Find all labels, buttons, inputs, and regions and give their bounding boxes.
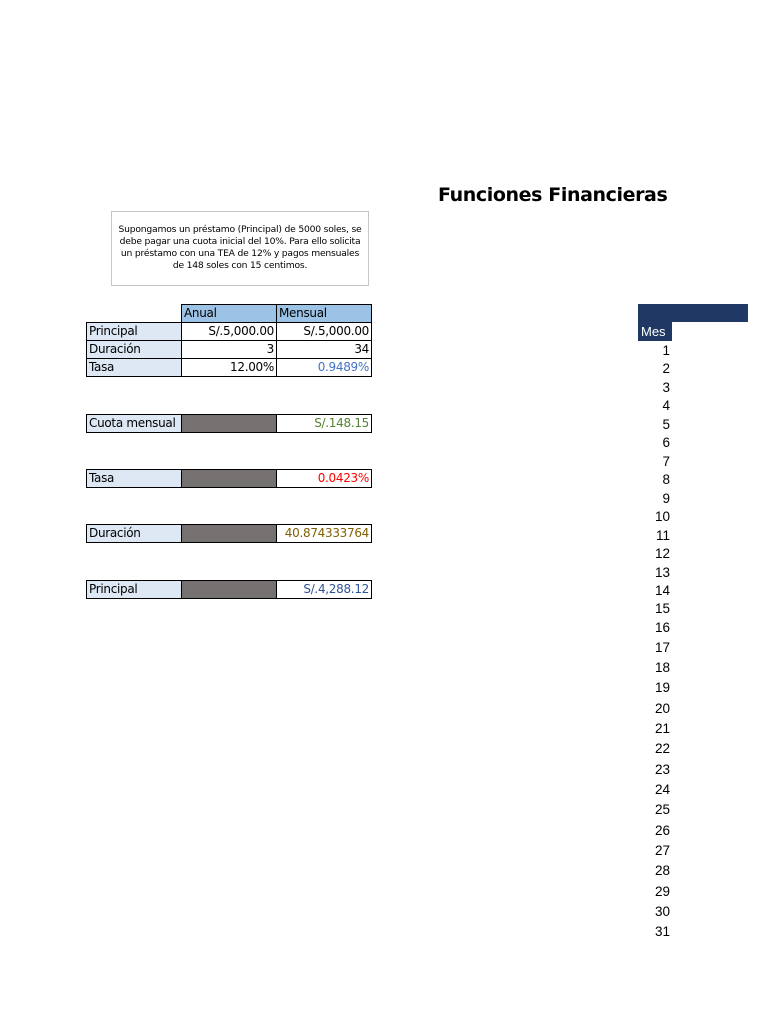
mes-item[interactable]: 25 <box>654 802 670 817</box>
mes-item[interactable]: 12 <box>654 546 670 561</box>
page-title: Funciones Financieras <box>438 184 668 206</box>
mes-item[interactable]: 15 <box>654 601 670 616</box>
mes-header[interactable]: Mes <box>638 322 672 341</box>
mes-item[interactable]: 6 <box>662 435 670 450</box>
mes-item[interactable]: 24 <box>654 782 670 797</box>
problem-note: Supongamos un préstamo (Principal) de 5000 soles, se debe pagar una cuota inicial del 10%. Para ello solicita un préstamo con una TEA de 12% y pagos mensuales de 148 soles con 15 centimos. <box>111 211 369 286</box>
mes-item[interactable]: 27 <box>654 843 670 858</box>
mes-item[interactable]: 22 <box>654 741 670 756</box>
mes-item[interactable]: 10 <box>654 509 670 524</box>
mes-item[interactable]: 19 <box>654 680 670 695</box>
result-empty-cell[interactable] <box>181 414 277 433</box>
mes-item[interactable]: 29 <box>654 884 670 899</box>
mes-item[interactable]: 23 <box>654 762 670 777</box>
result-label-duracion[interactable]: Duración <box>86 524 182 543</box>
row-label-tasa[interactable]: Tasa <box>86 358 182 377</box>
result-empty-cell[interactable] <box>181 580 277 599</box>
mes-item[interactable]: 14 <box>654 583 670 598</box>
mes-item[interactable]: 2 <box>662 361 670 376</box>
mes-item[interactable]: 11 <box>655 528 670 543</box>
tasa-anual-cell[interactable]: 12.00% <box>181 358 277 377</box>
mes-item[interactable]: 20 <box>654 701 670 716</box>
mes-item[interactable]: 13 <box>654 565 670 580</box>
duracion-value[interactable]: 40.874333764 <box>276 524 372 543</box>
mes-item[interactable]: 3 <box>662 380 670 395</box>
mes-item[interactable]: 28 <box>654 863 670 878</box>
duracion-mensual-cell[interactable]: 34 <box>276 340 372 359</box>
mes-item[interactable]: 18 <box>654 660 670 675</box>
mes-item[interactable]: 1 <box>662 343 670 358</box>
mes-item[interactable]: 16 <box>654 620 670 635</box>
cuota-mensual-value[interactable]: S/.148.15 <box>276 414 372 433</box>
header-anual[interactable]: Anual <box>181 304 277 323</box>
mes-item[interactable]: 30 <box>654 904 670 919</box>
tasa-value[interactable]: 0.0423% <box>276 469 372 488</box>
result-label-tasa[interactable]: Tasa <box>86 469 182 488</box>
tasa-mensual-cell[interactable]: 0.9489% <box>276 358 372 377</box>
row-label-principal[interactable]: Principal <box>86 322 182 341</box>
mes-item[interactable]: 17 <box>654 640 670 655</box>
result-empty-cell[interactable] <box>181 469 277 488</box>
mes-item[interactable]: 8 <box>662 472 670 487</box>
header-mensual[interactable]: Mensual <box>276 304 372 323</box>
mes-item[interactable]: 9 <box>662 491 670 506</box>
mes-item[interactable]: 26 <box>654 823 670 838</box>
mes-item[interactable]: 7 <box>662 454 670 469</box>
result-label-cuota-mensual[interactable]: Cuota mensual <box>86 414 182 433</box>
mes-header-bar[interactable] <box>638 304 748 322</box>
principal-anual-cell[interactable]: S/.5,000.00 <box>181 322 277 341</box>
mes-item[interactable]: 4 <box>662 398 670 413</box>
principal-value[interactable]: S/.4,288.12 <box>276 580 372 599</box>
mes-item[interactable]: 21 <box>654 721 670 736</box>
result-empty-cell[interactable] <box>181 524 277 543</box>
mes-item[interactable]: 5 <box>662 417 670 432</box>
principal-mensual-cell[interactable]: S/.5,000.00 <box>276 322 372 341</box>
result-label-principal[interactable]: Principal <box>86 580 182 599</box>
duracion-anual-cell[interactable]: 3 <box>181 340 277 359</box>
mes-item[interactable]: 31 <box>654 924 670 939</box>
row-label-duracion[interactable]: Duración <box>86 340 182 359</box>
